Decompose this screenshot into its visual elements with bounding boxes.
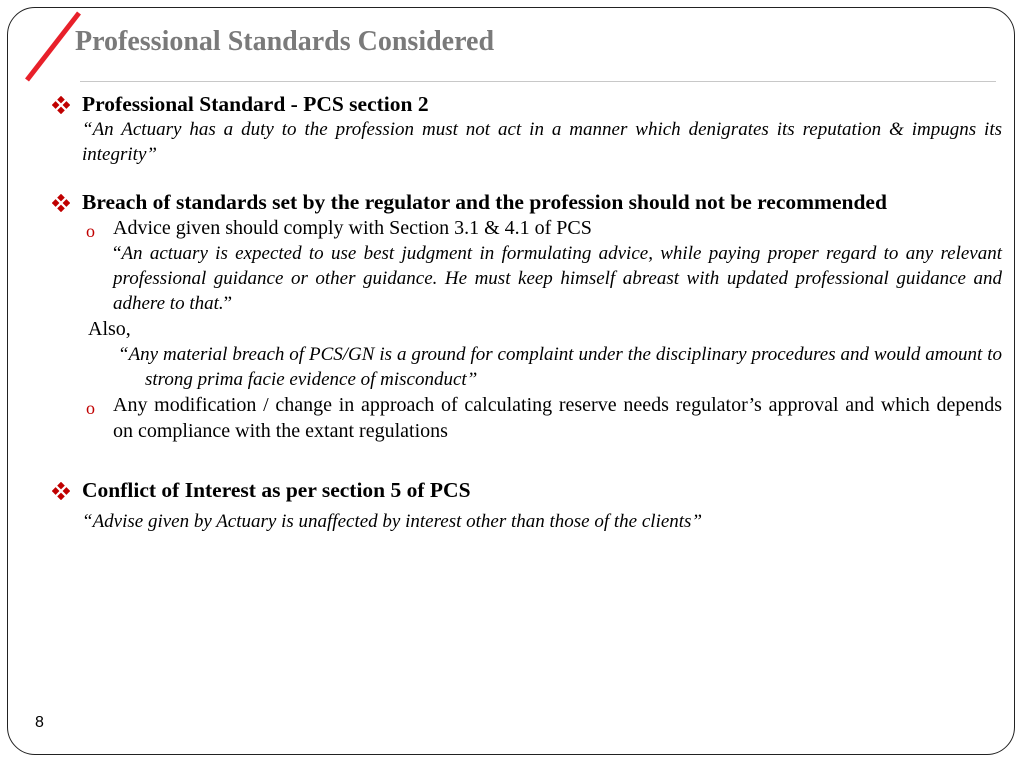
quote-text: An actuary is expected to use best judgment in formulating advice, while paying proper regard to any relevant professional guidance or other guidance. He must keep himself abreast with updated professional guidance and adhere to that. xyxy=(113,243,1002,314)
bullet-quote: “Advise given by Actuary is unaffected by interest other than those of the clients” xyxy=(82,511,703,532)
circle-bullet-icon: o xyxy=(86,221,95,241)
bullet-breach-of-standards xyxy=(52,189,1002,444)
sub-bullet-advice xyxy=(52,215,1002,241)
also-label: Also, xyxy=(88,318,131,340)
bullet-pcs-section-2 xyxy=(52,91,1002,167)
bullet-quote: “An Actuary has a duty to the profession must not act in a manner which denigrates its reputation & impugns its integrity” xyxy=(82,119,1002,165)
bullet-heading: Professional Standard - PCS section 2 xyxy=(82,92,429,116)
slide-title: Professional Standards Considered xyxy=(75,26,495,57)
bullet-heading: Conflict of Interest as per section 5 of PCS xyxy=(82,478,471,502)
title-divider xyxy=(80,81,996,82)
sub-bullet-text: Advice given should comply with Section 3.1 & 4.1 of PCS xyxy=(113,217,592,239)
sub-bullet-modification xyxy=(52,392,1002,444)
diamond-bullet-icon xyxy=(52,96,70,114)
also-quote: “Any material breach of PCS/GN is a ground for complaint under the disciplinary procedures and would amount to strong prima facie evidence of misconduct” xyxy=(118,344,1002,390)
page-number: 8 xyxy=(35,714,44,731)
slide-content xyxy=(52,88,1002,534)
bullet-conflict-of-interest xyxy=(52,477,1002,534)
sub-bullet-text: Any modification / change in approach of calculating reserve needs regulator’s approval and which depends on compliance with the extant regulations xyxy=(113,394,1002,442)
open-quote: “ xyxy=(113,243,122,264)
accent-slash xyxy=(22,10,82,84)
diamond-bullet-icon xyxy=(52,194,70,212)
circle-bullet-icon: o xyxy=(86,398,95,418)
diamond-bullet-icon xyxy=(52,482,70,500)
close-quote: ” xyxy=(223,293,233,314)
sub-bullet-quote xyxy=(52,241,1002,316)
bullet-heading: Breach of standards set by the regulator and the profession should not be recommended xyxy=(82,190,887,214)
